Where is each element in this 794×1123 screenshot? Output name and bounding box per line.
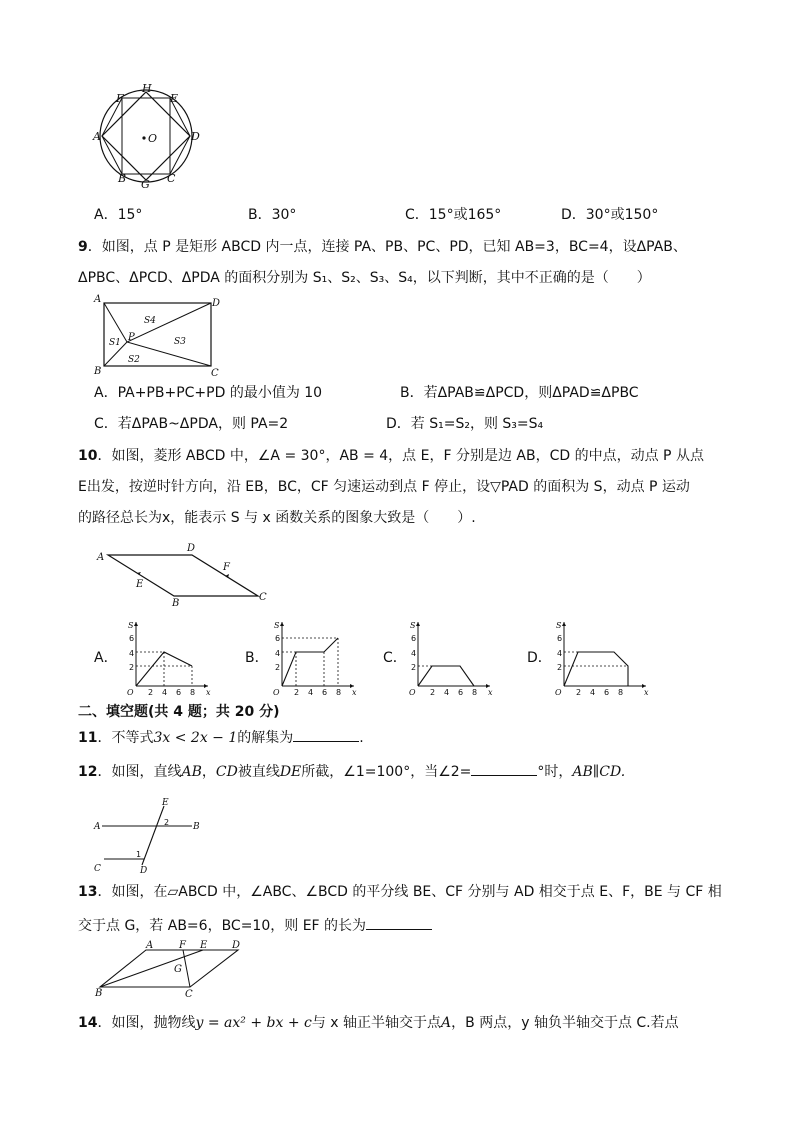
y-tick-6: 6 xyxy=(411,634,417,643)
q13-line1 xyxy=(78,882,722,902)
q13-label-C: C xyxy=(185,989,193,1000)
q8-label-H: H xyxy=(142,82,152,95)
q13-label-D: D xyxy=(232,940,241,951)
q10-label-A: A xyxy=(97,552,105,563)
q9-option-b: B．若ΔPAB≌ΔPCD，则ΔPAD≌ΔPBC xyxy=(400,385,639,401)
q11-inequality: 3x < 2x − 1 xyxy=(153,730,238,746)
x-tick-2: 2 xyxy=(148,688,154,696)
q10-label-C: C xyxy=(259,592,267,603)
q9-label-S3: S3 xyxy=(174,337,186,347)
q12-de: DE xyxy=(279,764,302,780)
q12-ab: AB xyxy=(181,764,202,780)
q10-text-1: ．如图，菱形 ABCD 中，∠A = 30°，AB = 4，点 E，F 分别是边 AB，CD 的中点，动点 P 从点 xyxy=(97,448,704,464)
q11-post: 的解集为 xyxy=(237,730,294,746)
y-tick-6: 6 xyxy=(275,634,281,643)
q8-label-B: B xyxy=(118,172,127,185)
axes xyxy=(562,622,646,688)
y-tick-2: 2 xyxy=(557,663,563,672)
q12-label-2: 2 xyxy=(164,818,170,827)
q12-answer-blank[interactable] xyxy=(471,761,537,776)
x-tick-8: 8 xyxy=(472,688,478,696)
x-tick-4: 4 xyxy=(162,688,168,696)
q10-number: 10 xyxy=(78,448,98,464)
q14-pre: ．如图，抛物线 xyxy=(97,1015,196,1031)
x-tick-2: 2 xyxy=(430,688,436,696)
y-tick-4: 4 xyxy=(411,649,417,658)
o-label: O xyxy=(555,688,562,696)
x-tick-6: 6 xyxy=(458,688,464,696)
q10-option-c-letter: C． xyxy=(383,650,407,666)
q10-option-b-letter: B． xyxy=(245,650,269,666)
q9-label-B: B xyxy=(94,366,102,377)
x-tick-6: 6 xyxy=(176,688,182,696)
q10-label-B: B xyxy=(172,598,180,609)
q12-line xyxy=(78,761,625,782)
q10-graph-c xyxy=(404,618,494,696)
y-tick-2: 2 xyxy=(275,663,281,672)
q9-number: 9 xyxy=(78,239,88,255)
q9-label-D: D xyxy=(212,298,221,309)
q12-sep: ， xyxy=(201,764,216,780)
q8-circle xyxy=(100,90,192,182)
q12-label-E: E xyxy=(162,798,169,808)
x-label: x xyxy=(352,688,357,696)
q10-label-D: D xyxy=(187,543,196,554)
q12-label-A: A xyxy=(94,822,101,832)
q11-end: . xyxy=(359,730,364,746)
q12-line-de xyxy=(142,806,164,865)
x-tick-6: 6 xyxy=(604,688,610,696)
q12-post: °时， xyxy=(537,764,573,780)
q12-label-B: B xyxy=(193,822,200,832)
q13-text-1: ．如图，在▱ABCD 中，∠ABC、∠BCD 的平分线 BE、CF 分别与 AD 相交于点 E、F，BE 与 CF 相 xyxy=(97,884,722,900)
q14-number: 14 xyxy=(78,1015,98,1031)
q13-label-B: B xyxy=(95,988,103,999)
q9-line1 xyxy=(78,237,687,257)
q8-label-E: E xyxy=(170,92,179,105)
q12-mid: 被直线 xyxy=(237,764,280,780)
x-label: x xyxy=(488,688,493,696)
x-tick-8: 8 xyxy=(336,688,342,696)
q13-text-2: 交于点 G，若 AB=6，BC=10，则 EF 的长为 xyxy=(78,918,367,934)
q14-parabola: y = ax² + bx + c xyxy=(195,1015,312,1031)
x-tick-4: 4 xyxy=(590,688,596,696)
q8-label-A: A xyxy=(93,130,101,143)
q8-center-dot xyxy=(142,136,145,139)
q9-text-1: ．如图，点 P 是矩形 ABCD 内一点，连接 PA、PB、PC、PD，已知 AB=3，BC=4，设ΔPAB、 xyxy=(87,239,687,255)
q9-option-d: D．若 S₁=S₂，则 S₃=S₄ xyxy=(386,416,544,432)
s-label: S xyxy=(274,621,280,630)
q14-post2: ，B 两点，y 轴负半轴交于点 C.若点 xyxy=(451,1015,679,1031)
q12-pre: ．如图，直线 xyxy=(97,764,182,780)
s-label: S xyxy=(556,621,562,630)
q13-label-E: E xyxy=(200,940,208,951)
q9-rectangle-figure xyxy=(90,292,225,378)
x-label: x xyxy=(206,688,211,696)
x-tick-4: 4 xyxy=(308,688,314,696)
q13-label-G: G xyxy=(174,964,182,975)
q8-label-D: D xyxy=(191,130,200,143)
q9-rectangle xyxy=(104,303,211,366)
y-tick-4: 4 xyxy=(557,649,563,658)
s-label: S xyxy=(128,621,134,630)
q14-point-a: A xyxy=(441,1015,452,1031)
q10-line1 xyxy=(78,446,704,466)
q8-option-d: D．30°或150° xyxy=(561,207,659,223)
q9-label-C: C xyxy=(211,368,219,378)
q10-line2: E出发，按逆时针方向，沿 EB，BC，CF 匀速运动到点 F 停止，设▽PAD 的面积为 S，动点 P 运动 xyxy=(78,479,690,495)
o-label: O xyxy=(127,688,134,696)
q13-answer-blank[interactable] xyxy=(366,915,432,930)
q14-post: 与 x 轴正半轴交于点 xyxy=(311,1015,442,1031)
x-label: x xyxy=(644,688,649,696)
q9-option-a: A．PA+PB+PC+PD 的最小值为 10 xyxy=(94,385,323,401)
q13-label-A: A xyxy=(146,940,154,951)
y-tick-4: 4 xyxy=(275,649,281,658)
q8-option-b: B．30° xyxy=(248,207,297,223)
o-label: O xyxy=(273,688,280,696)
q13-parallelogram xyxy=(100,950,238,987)
q11-pre: ．不等式 xyxy=(97,730,154,746)
o-label: O xyxy=(409,688,416,696)
q12-lines-figure xyxy=(90,795,210,875)
q9-option-c: C．若ΔPAB~ΔPDA，则 PA=2 xyxy=(94,416,289,432)
q12-cd: CD xyxy=(215,764,238,780)
q9-label-P: P xyxy=(128,332,135,343)
x-tick-4: 4 xyxy=(444,688,450,696)
q8-label-F: F xyxy=(116,92,124,105)
s-label: S xyxy=(410,621,416,630)
x-tick-2: 2 xyxy=(294,688,300,696)
q10-label-E: E xyxy=(136,579,144,590)
q9-label-S1: S1 xyxy=(109,338,121,348)
q13-segment-be xyxy=(100,950,203,987)
q10-graph-a xyxy=(122,618,212,696)
q13-label-F: F xyxy=(179,940,186,951)
q8-label-G: G xyxy=(141,178,150,191)
q11-line xyxy=(78,727,364,748)
y-tick-2: 2 xyxy=(129,663,135,672)
q9-label-A: A xyxy=(94,294,102,305)
q8-option-a: A．15° xyxy=(94,207,143,223)
q12-label-C: C xyxy=(94,864,101,874)
graph-line xyxy=(418,666,474,686)
q12-label-D: D xyxy=(140,866,148,875)
q13-parallelogram-figure xyxy=(90,938,250,1000)
q9-label-S2: S2 xyxy=(128,355,140,365)
x-tick-6: 6 xyxy=(322,688,328,696)
y-tick-2: 2 xyxy=(411,663,417,672)
q10-rhombus-figure xyxy=(92,540,282,610)
y-tick-6: 6 xyxy=(129,634,135,643)
q13-line2 xyxy=(78,915,432,936)
q8-option-c: C．15°或165° xyxy=(405,207,502,223)
q9-line2: ΔPBC、ΔPCD、ΔPDA 的面积分别为 S₁、S₂、S₃、S₄，以下判断，其中不正确的是（ ） xyxy=(78,270,651,286)
axes xyxy=(280,622,354,688)
axes xyxy=(416,622,490,688)
q12-mid2: 所截，∠1=100°，当∠2= xyxy=(301,764,472,780)
q10-line3: 的路径总长为x，能表示 S 与 x 函数关系的图象大致是（ ）. xyxy=(78,510,476,526)
q10-graph-b xyxy=(268,618,358,696)
q8-label-C: C xyxy=(167,172,176,185)
q10-label-F: F xyxy=(223,562,230,573)
q10-graph-d xyxy=(550,618,650,696)
q9-label-S4: S4 xyxy=(144,316,156,326)
q8-label-O: O xyxy=(148,132,158,145)
q10-rhombus xyxy=(108,555,258,596)
graph-line xyxy=(564,652,628,686)
q10-option-d-letter: D． xyxy=(527,650,552,666)
q11-answer-blank[interactable] xyxy=(293,727,359,742)
q14-line xyxy=(78,1013,679,1033)
q13-number: 13 xyxy=(78,884,98,900)
q10-option-a-letter: A． xyxy=(94,650,118,666)
q12-number: 12 xyxy=(78,764,98,780)
x-tick-8: 8 xyxy=(190,688,196,696)
q11-number: 11 xyxy=(78,730,98,746)
graph-line xyxy=(282,638,338,686)
x-tick-8: 8 xyxy=(618,688,624,696)
section-2-title: 二、填空题(共 4 题；共 20 分) xyxy=(78,704,280,720)
q12-label-1: 1 xyxy=(136,850,142,859)
q12-end: AB∥CD. xyxy=(572,764,626,780)
y-tick-6: 6 xyxy=(557,634,563,643)
y-tick-4: 4 xyxy=(129,649,135,658)
x-tick-2: 2 xyxy=(576,688,582,696)
q8-circle-figure xyxy=(92,82,212,192)
q8-square-ahdg xyxy=(102,92,190,180)
